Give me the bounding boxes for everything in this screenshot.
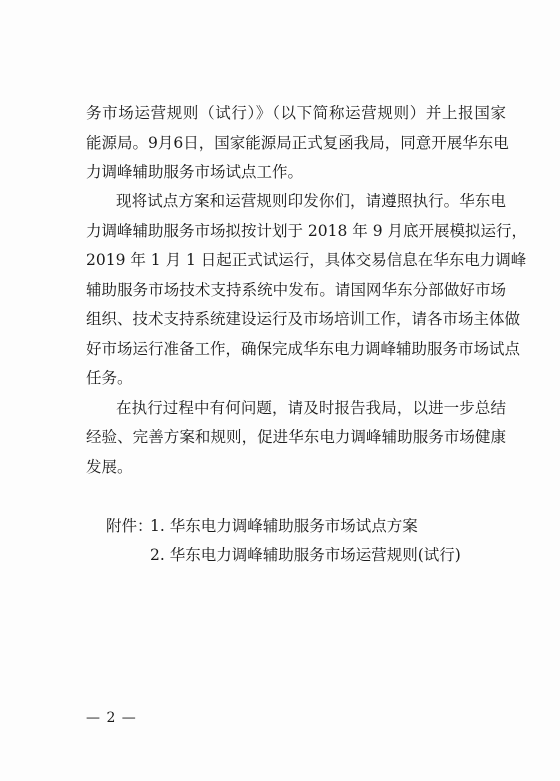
attachment-item-1: 1. 华东电力调峰辅助服务市场试点方案 (150, 517, 418, 535)
body-line-1: 务市场运营规则（试行）》（以下简称运营规则）并上报国家 (86, 104, 506, 122)
attachment-label: 附件： (106, 517, 153, 535)
body-line-2: 能源局。9月6日，国家能源局正式复函我局，同意开展华东电 (86, 134, 509, 152)
body-line-11: 在执行过程中有何问题，请及时报告我局，以进一步总结 (116, 399, 506, 417)
body-line-7: 辅助服务市场技术支持系统中发布。请国网华东分部做好市场 (86, 281, 506, 299)
body-line-3: 力调峰辅助服务市场试点工作。 (86, 163, 304, 181)
body-line-4: 现将试点方案和运营规则印发你们，请遵照执行。华东电 (116, 192, 506, 210)
body-line-9: 好市场运行准备工作，确保完成华东电力调峰辅助服务市场试点 (86, 340, 521, 358)
body-line-13: 发展。 (86, 458, 133, 476)
body-line-10: 任务。 (86, 369, 133, 387)
body-line-8: 组织、技术支持系统建设运行及市场培训工作，请各市场主体做 (86, 310, 521, 328)
body-line-5: 力调峰辅助服务市场拟按计划于 2018 年 9 月底开展模拟运行， (86, 222, 528, 240)
attachment-item-2: 2. 华东电力调峰辅助服务市场运营规则(试行) (150, 546, 461, 564)
page-number: — 2 — (86, 710, 137, 726)
body-line-6: 2019 年 1 月 1 日起正式试运行，具体交易信息在华东电力调峰 (86, 251, 527, 269)
body-line-12: 经验、完善方案和规则，促进华东电力调峰辅助服务市场健康 (86, 428, 506, 446)
